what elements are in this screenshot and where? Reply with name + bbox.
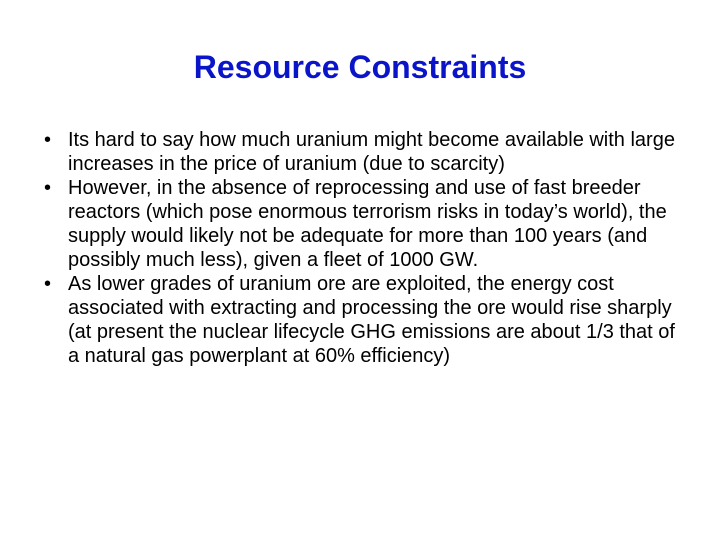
bullet-icon: • (44, 273, 52, 295)
bullet-item-energy-cost (44, 272, 684, 368)
bullet-list (44, 128, 684, 368)
bullet-icon: • (44, 177, 52, 199)
bullet-item-uranium-availability (44, 128, 684, 176)
bullet-text: As lower grades of uranium ore are exploited, the energy cost associated with extracting and processing the ore would rise sharply (at present the nuclear lifecycle GHG emissions are about 1/3 that of a natural gas powerplant at 60% efficiency) (68, 273, 675, 367)
bullet-text: However, in the absence of reprocessing and use of fast breeder reactors (which pose enormous terrorism risks in today’s world), the supply would likely not be adequate for more than 100 years (and possibly much less), given a fleet of 1000 GW. (68, 177, 667, 271)
slide-title: Resource Constraints (193, 49, 527, 85)
bullet-item-supply-adequacy (44, 176, 684, 272)
bullet-text: Its hard to say how much uranium might become available with large increases in the price of uranium (due to scarcity) (68, 129, 675, 175)
bullet-icon: • (44, 129, 52, 151)
